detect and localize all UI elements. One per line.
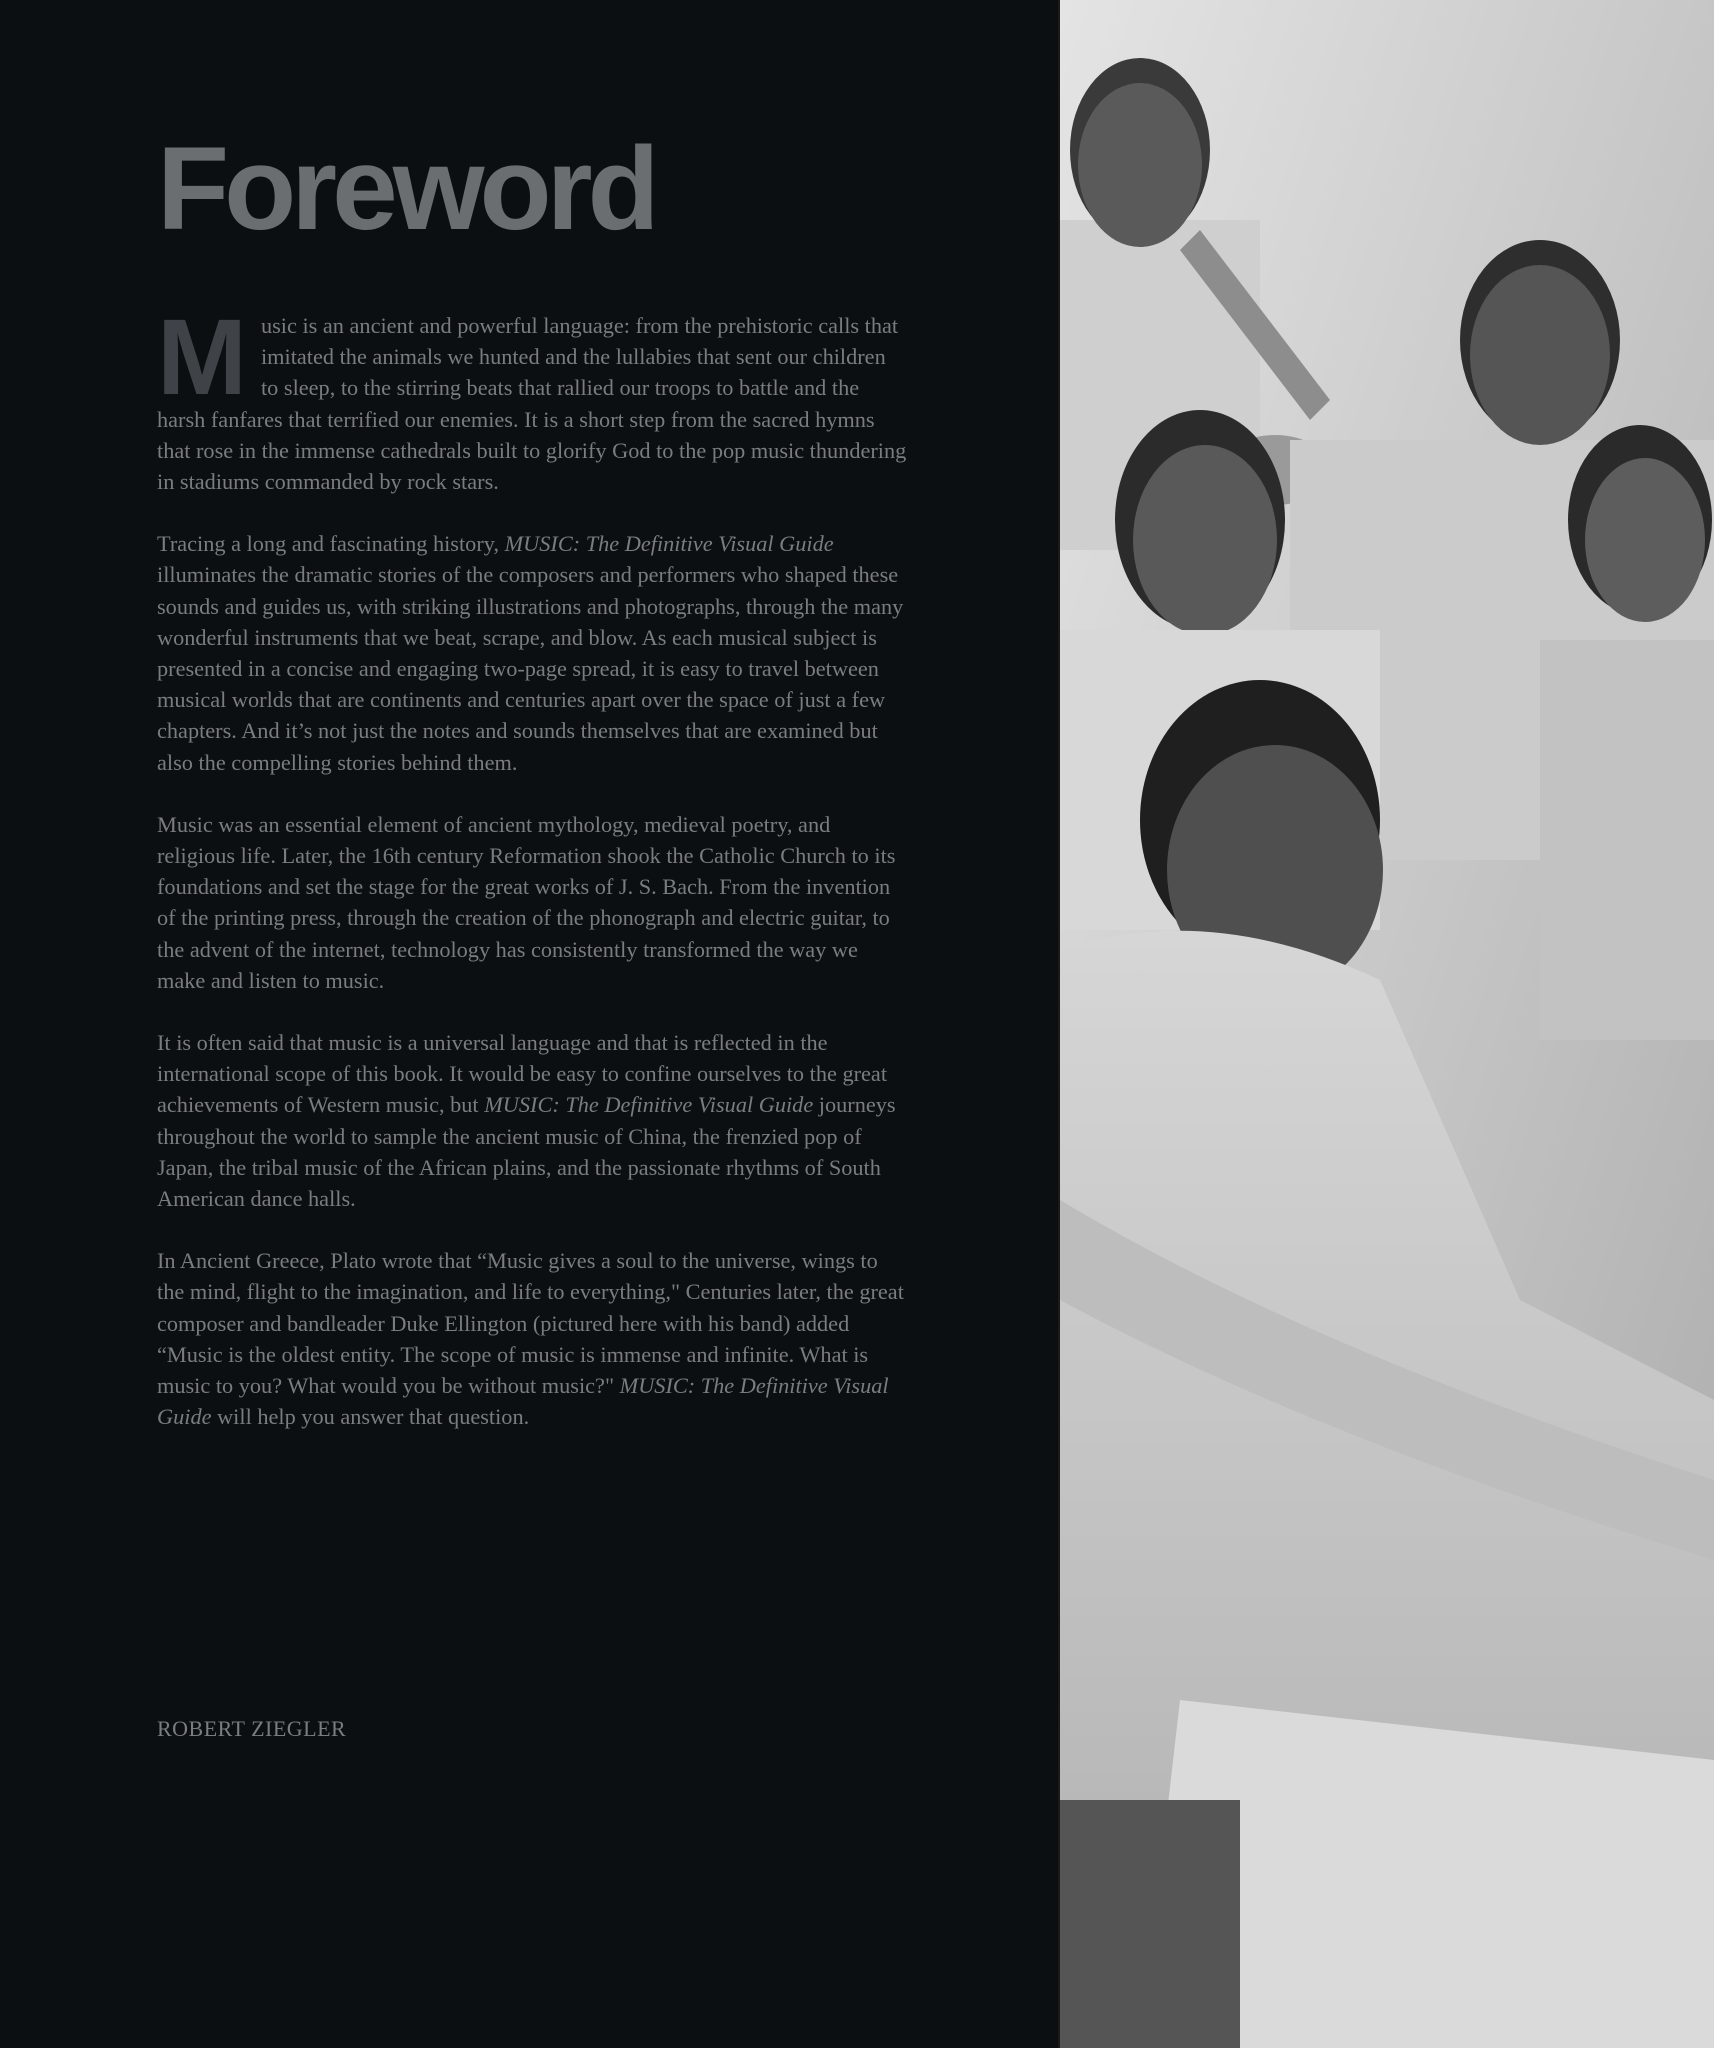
paragraph-text: Tracing a long and fascinating history, <box>157 531 505 557</box>
paragraph-text: will help you answer that question. <box>211 1404 530 1430</box>
band-photo-illustration <box>1060 0 1714 2048</box>
foreword-body <box>157 296 907 1464</box>
paragraph-2 <box>157 528 907 778</box>
book-title-italic: MUSIC: The Definitive Visual Guide <box>504 531 834 557</box>
paragraph-text: It is often said that music is a universal language and that is reflected in the international scope of this book. It would be easy to confine ourselves to the great achievements of Western music, but <box>157 1030 888 1118</box>
paragraph-text: illuminates the dramatic stories of the composers and performers who shaped these sounds and guides us, with striking illustrations and photographs, through the many wonderful instruments that we beat, scrape, and blow. As each musical subject is presented in a concise and engaging two-page spread, it is easy to travel between musical worlds that are continents and centuries apart over the space of just a few chapters. And it’s not just the notes and sounds themselves that are examined but also the compelling stories behind them. <box>157 562 904 775</box>
paragraph-1 <box>157 296 907 497</box>
book-title-italic: MUSIC: The Definitive Visual Guide <box>157 1373 889 1430</box>
paragraph-5 <box>157 1245 907 1432</box>
page-title: Foreword <box>157 123 655 255</box>
paragraph-text: usic is an ancient and powerful language: from the prehistoric calls that imitated the animals we hunted and the lullabies that sent our children to sleep, to the stirring beats that rallied our troops to battle and the harsh fanfares that terrified our enemies. It is a short step from the sacred hymns that rose in the immense cathedrals built to glorify God to the pop music thundering in stadiums commanded by rock stars. <box>157 313 907 495</box>
band-photo <box>1060 0 1714 2048</box>
drop-cap: M <box>157 296 247 417</box>
paragraph-text: journeys throughout the world to sample the ancient music of China, the frenzied pop of Japan, the tribal music of the African plains, and the passionate rhythms of South American dance halls. <box>157 1092 896 1212</box>
paragraph-text: In Ancient Greece, Plato wrote that “Music gives a soul to the universe, wings to the mind, flight to the imagination, and life to everything," Centuries later, the great composer and bandleader Duke Ellington (pictured here with his band) added “Music is the oldest entity. The scope of music is immense and infinite. What is music to you? What would you be without music?" <box>157 1248 904 1399</box>
author-signature: ROBERT ZIEGLER <box>157 1716 347 1741</box>
book-title-italic: MUSIC: The Definitive Visual Guide <box>484 1092 814 1118</box>
paragraph-3 <box>157 809 907 996</box>
paragraph-4 <box>157 1027 907 1214</box>
paragraph-text: Music was an essential element of ancient mythology, medieval poetry, and religious life. Later, the 16th century Reformation shook the Catholic Church to its foundations and set the stage for the great works of J. S. Bach. From the invention of the printing press, through the creation of the phonograph and electric guitar, to the advent of the internet, technology has consistently transformed the way we make and listen to music. <box>157 811 896 993</box>
